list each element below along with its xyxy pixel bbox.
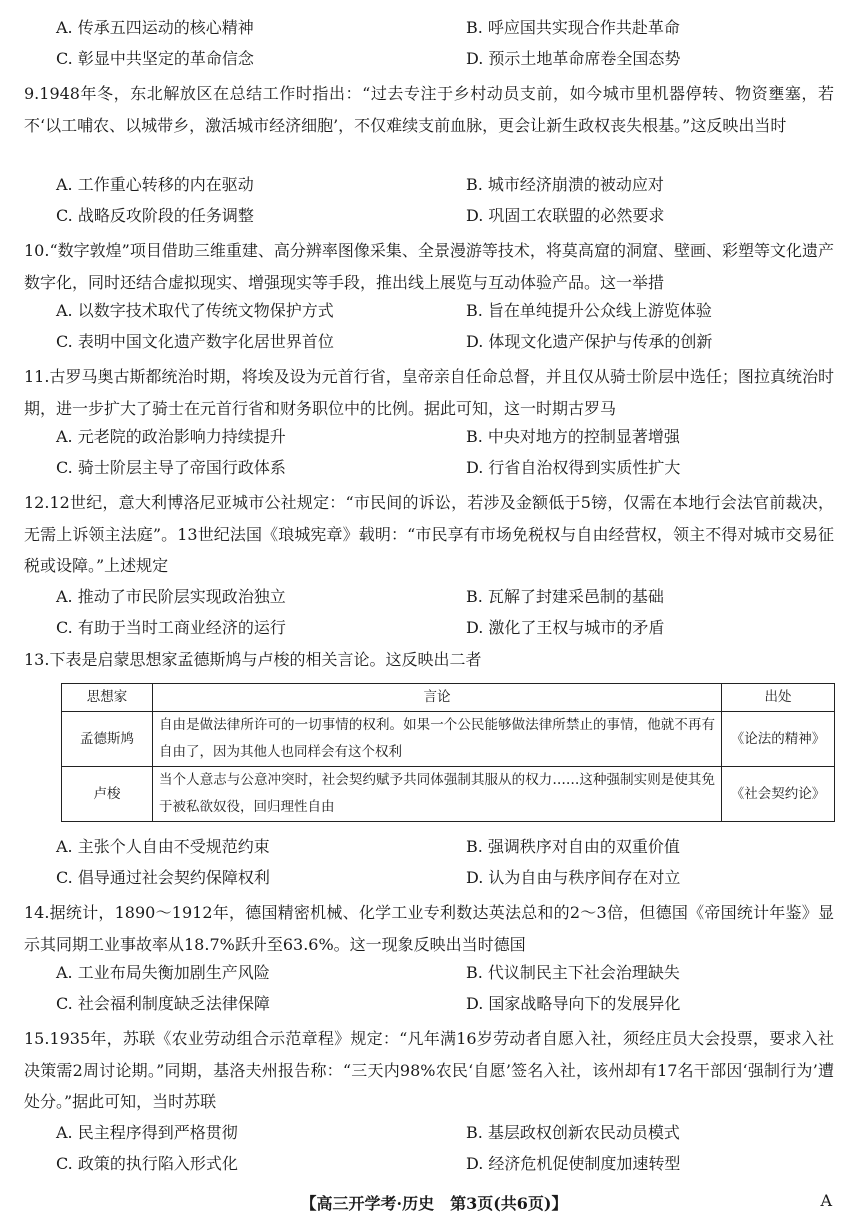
q15-option-a: A. 民主程序得到严格贯彻 <box>56 1123 238 1142</box>
paper-version-label: A <box>820 1191 832 1210</box>
q13-option-a: A. 主张个人自由不受规范约束 <box>56 837 270 856</box>
q13-table <box>61 683 835 822</box>
q11-option-d: D. 行省自治权得到实质性扩大 <box>466 458 681 477</box>
table-header-thinker: 思想家 <box>62 684 153 712</box>
q10-option-b: B. 旨在单纯提升公众线上游览体验 <box>466 301 712 320</box>
q13-option-b: B. 强调秩序对自由的双重价值 <box>466 837 680 856</box>
q15-option-d: D. 经济危机促使制度加速转型 <box>466 1154 681 1173</box>
table-cell-quote: 自由是做法律所许可的一切事情的权利。如果一个公民能够做法律所禁止的事情，他就不再有自由了，因为其他人也同样会有这个权利 <box>153 712 722 767</box>
q10-option-a: A. 以数字技术取代了传统文物保护方式 <box>56 301 334 320</box>
q10-option-c: C. 表明中国文化遗产数字化居世界首位 <box>56 332 334 351</box>
q14-option-c: C. 社会福利制度缺乏法律保障 <box>56 994 270 1013</box>
q10-option-d: D. 体现文化遗产保护与传承的创新 <box>466 332 713 351</box>
table-row <box>62 712 835 767</box>
table-header-source: 出处 <box>722 684 835 712</box>
q15-stem: 15.1935年，苏联《农业劳动组合示范章程》规定：“凡年满16岁劳动者自愿入社，须经庄员大会投票，要求入社决策需2周讨论期。”同期，基洛夫州报告称：“三天内98%农民‘自愿’签名入社，该州却有17名干部因‘强制行为’遭处分。”据此可知，当时苏联 <box>24 1029 834 1111</box>
q13-option-c: C. 倡导通过社会契约保障权利 <box>56 868 270 887</box>
table-cell-source: 《论法的精神》 <box>722 712 835 767</box>
q11-stem: 11.古罗马奥古斯都统治时期，将埃及设为元首行省，皇帝亲自任命总督，并且仅从骑士阶层中选任；图拉真统治时期，进一步扩大了骑士在元首行省和财务职位中的比例。据此可知，这一时期古罗马 <box>24 367 834 418</box>
table-cell-thinker: 孟德斯鸠 <box>62 712 153 767</box>
page-footer: 【高三开学考·历史 第3页(共6页)】 <box>300 1194 568 1213</box>
q9-option-a: A. 工作重心转移的内在驱动 <box>56 175 254 194</box>
q12-option-d: D. 激化了王权与城市的矛盾 <box>466 618 665 637</box>
q12-option-c: C. 有助于当时工商业经济的运行 <box>56 618 286 637</box>
q14-option-a: A. 工业布局失衡加剧生产风险 <box>56 963 270 982</box>
q8-option-a: A. 传承五四运动的核心精神 <box>56 18 254 37</box>
q9-option-d: D. 巩固工农联盟的必然要求 <box>466 206 665 225</box>
q10-stem: 10.“数字敦煌”项目借助三维重建、高分辨率图像采集、全景漫游等技术，将莫高窟的洞窟、壁画、彩塑等文化遗产数字化，同时还结合虚拟现实、增强现实等手段，推出线上展览与互动体验产品。这一举措 <box>24 241 834 292</box>
table-cell-quote: 当个人意志与公意冲突时，社会契约赋予共同体强制其服从的权力……这种强制实则是使其免于被私欲奴役，回归理性自由 <box>153 767 722 822</box>
q9-option-b: B. 城市经济崩溃的被动应对 <box>466 175 664 194</box>
q9-stem: 9.1948年冬，东北解放区在总结工作时指出：“过去专注于乡村动员支前，如今城市里机器停转、物资壅塞，若不‘以工哺农、以城带乡，激活城市经济细胞’，不仅难续支前血脉，更会让新生政权丧失根基。”这反映出当时 <box>24 84 834 135</box>
q8-option-c: C. 彰显中共坚定的革命信念 <box>56 49 254 68</box>
table-row <box>62 767 835 822</box>
q8-option-d: D. 预示土地革命席卷全国态势 <box>466 49 681 68</box>
q14-stem: 14.据统计，1890～1912年，德国精密机械、化学工业专利数达英法总和的2～3倍，但德国《帝国统计年鉴》显示其同期工业事故率从18.7%跃升至63.6%。这一现象反映出当时德国 <box>24 903 834 954</box>
q11-option-b: B. 中央对地方的控制显著增强 <box>466 427 680 446</box>
q11-option-c: C. 骑士阶层主导了帝国行政体系 <box>56 458 286 477</box>
q13-option-d: D. 认为自由与秩序间存在对立 <box>466 868 681 887</box>
q11-option-a: A. 元老院的政治影响力持续提升 <box>56 427 286 446</box>
q12-stem: 12.12世纪，意大利博洛尼亚城市公社规定：“市民间的诉讼，若涉及金额低于5镑，仅需在本地行会法官前裁决，无需上诉领主法庭”。13世纪法国《琅城宪章》载明：“市民享有市场免税权与自由经营权，领主不得对城市交易征税或设障。”上述规定 <box>24 493 834 575</box>
q14-option-b: B. 代议制民主下社会治理缺失 <box>466 963 680 982</box>
table-cell-source: 《社会契约论》 <box>722 767 835 822</box>
table-header-quote: 言论 <box>153 684 722 712</box>
q8-option-b: B. 呼应国共实现合作共赴革命 <box>466 18 680 37</box>
q15-option-b: B. 基层政权创新农民动员模式 <box>466 1123 680 1142</box>
q9-option-c: C. 战略反攻阶段的任务调整 <box>56 206 254 225</box>
q12-option-b: B. 瓦解了封建采邑制的基础 <box>466 587 664 606</box>
q13-stem: 13.下表是启蒙思想家孟德斯鸠与卢梭的相关言论。这反映出二者 <box>24 650 482 669</box>
table-cell-thinker: 卢梭 <box>62 767 153 822</box>
q12-option-a: A. 推动了市民阶层实现政治独立 <box>56 587 286 606</box>
table-header-row <box>62 684 835 712</box>
q14-option-d: D. 国家战略导向下的发展异化 <box>466 994 681 1013</box>
q15-option-c: C. 政策的执行陷入形式化 <box>56 1154 238 1173</box>
